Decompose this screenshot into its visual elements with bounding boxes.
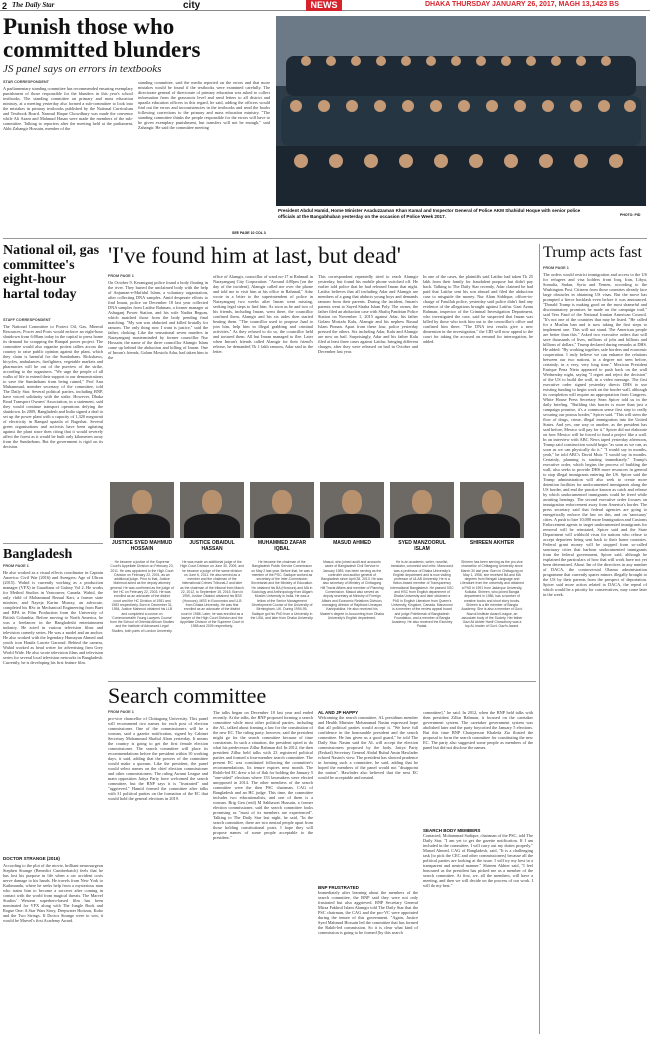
found-him-col-3: This correspondent repeatedly tried to reach Alamgir yesterday, but found his mobile phone switched off. He earlier told police that he had released Imran that night. Latifur believes that all including Adar and Alamgir are members of a gang that abducts young boys and demands ransom from their parents. During the incident, Imran's parents went to Sayed Siraba Islam Poly. The owner, the father filed an abduction case with Shafiq Pandrian Police Station on November 1, 2015 against Adar, his father Golam Mostafa Kalu, Alamgir and his nephew Rasaul Islam Pinnan. Apart from these four, police yesterday pressed the others. Six including Adar, Kalu and Alamgir are now on bail. Surprisingly, Adar and his father Kalu filed at least three cases against Latifur, bringing different charges, after they were released on bail in October and December last year. [318,274,418,354]
profile-name: JUSTICE SYED MAHMUD HOSSAIN [111,540,173,552]
search-col-3: Welcoming the search committee, AL presidium member and Health Minister Mohammad Nasim expressed hope that all political parties would accept it. "We have full confidence in the honourable president and the search committee. He has given us a good guard," he told The Daily Star. Nasim said the AL will accept the election commissioners proposed by the body. Jatiya Party (Ershad) Secretary General Abdul Ruhul Amin Hawlader echoed Nasim's view. The president has showed prudence in forming such a committee, he said, adding that he hoped the members of the panel would not "disappoint the nation". Hawlader also believed that the next EC would be acceptable and neutral. [318,715,418,780]
profile-name: SHIREEN AKHTER [469,540,515,546]
al-jp-happy-subhead: AL AND JP HAPPY [318,710,359,715]
portrait-photo [320,482,384,538]
profile-bio: He became a justice of the Supreme Court's Appellate Division on February 23, 2011. He was appointed to the High Court Division on February 22, 2001, as an additional judge. Prior to that, Justice Mahmud acted as the deputy attorney general. He was confirmed as the judge of the HC on February 22, 2003. He was enrolled as an advocate of the district court and the HC Division of 1981 and 1983 respectively. Born in December 31, 1954, Justice Mahmud obtained his LLB and completed a course on 'Commonwealth Young Lawyers Course' from the School of Oriental African Studies and the Institute of Advanced Legal Studies, both parts of London University. [110,560,174,633]
profile-bio: He is an academic, writer, novelist, translator, columnist and critic. Manzoorul was a professor of Dhaka University's English department and is now visiting professor of ULAB University. He is a fiction-based member of Transparency International Bangladesh. He passed SSC and HSC from English department of Dhaka University and later obtained a PhD in English Literature from Queen's University, Kingston, Canada. Manzoorul is a member of the review appeal board and judge Pointbreak of Bangladesh Foundation, and a member of Bangla Academy. He also received the Ekushey Padak. [390,560,454,629]
profile-card [320,482,384,672]
found-him-jump: FROM PAGE 1 [108,274,134,278]
portrait-photo [180,482,244,538]
search-body-members-subhead: SEARCH BODY MEMBERS [423,828,481,833]
search-col-3-wrap [318,710,418,1036]
news-tag: NEWS [306,0,342,11]
doctor-strange-subhead: DOCTOR STRANGE (2016) [3,856,60,861]
portrait-photo [390,482,454,538]
lead-jump[interactable]: SEE PAGE 10 COL 3 [232,231,266,235]
trump-headline: Trump acts fast [543,244,642,261]
profile-bio: He became the chairman of the Bangladesh Public Service Commission on May 2 last year. Before that, he was a member of the PSC. Sadique worked as secretary of the Inter-Commission Secretariat and the Ministry of Education. He obtained his BA (Honours) and MA in Sociology and Anthropology from Aligarh Muslim University in India. He was a fellow of the Senior Management Development Course of the University of Birmingham, UK. During 1994-95, Sadique got his PhD from a University in the USA, and later from Dhaka University. [250,560,314,620]
photo-credit: PHOTO: PID [620,213,641,217]
group-photo-illustration [276,16,646,233]
found-him-col-1: On October 9, Keraniganj police found a body floating in the river. They buried the unclaimed body with the help of Anjuman-e-Mufidul Islam, a voluntary organisation, after collecting DNA samples. Amid desperate efforts to find Imran, police on December 18 last year collected DNA samples from Latifur Rahman, a former manager at Ashuganj Power Station, and his wife Nadira Begum, which matched those from the body pending final matching. "My son was abducted and killed brutally for ransom. The only thing now I want is justice," said the father, choking. Like the sensational seven murders in Narayanganj masterminded by former councillor Nur Hossain, the name of the three councillor Alamgir Islam came up behind the abduction and killing of Imran. One of Imran's friends, Golam Mostofa Adar, had taken him to the [108,280,208,360]
bnp-frustrated-subhead: BNP FRUSTRATED [318,885,359,890]
section-label: city [183,0,201,11]
search-col-2: The talks began on December 18 last year and ended recently. At the talks, the BNP proposed forming a search committee while most other political parties, including the AL, talked about framing a law for the constitution of the new EC. The ruling party, however, said the president might go for the search committee because of time constraints. In such a situation, the president opted to do what his predecessor Zillur Rahman did. In 2012, the then president Zillur held talks with 23 registered political parties and formed a four-member search committee. The present EC was constituted following the committee's recommendations. Its tenure expires next month. The Rokib-led EC drew a lot of flak for holding the January 5 "one-sided" elections where 153 lawmakers were elected unopposed in 2014. The other members of the search committee were the then PSC chairman, CAG of Bangladesh and an HC judge. This time, the committee includes two educationalists, and one of them is a woman. Brig Gen (retd) M Sakhawat Hussain, a former election commissioner, said the search committee looks promising as "most of its members are experienced". Talking to The Daily Star last night, he said, "In the search committee, there are two neutral people apart from those holding constitutional posts. I hope they will propose names of some people acceptable to the president." [213,710,313,840]
lead-deck: JS panel says on errors in textbooks [3,63,162,75]
photo-caption: President Abdul Hamid, Home Minister Asaduzzaman Khan Kamal and Inspector General of Police AKM Shahidul Hoque with senior police officials at the Bangabhaban yesterday on the occasion of Police Week 2017. [278,208,581,219]
found-him-headline: 'I've found him at last, but dead' [108,243,401,268]
portrait-photo [460,482,524,538]
profile-name: SYED MANZOORUL ISLAM [398,540,446,552]
search-committee-headline: Search committee [108,683,267,708]
trump-jump: FROM PAGE 1 [543,266,569,270]
bangladesh-body: He also worked as a visual effects coordinator in Captain America: Civil War (2016) and Avengers: Age of Ultron (2015). Wahid is currently working as a production manager (VFX) in Guardians of Galaxy Vol 2. He works for Method Studios in Vancouver, Canada. Wahid, the only child of Mohammad Rezaul Kari, a former state minister, and Nayeja Karim Murray, an advocate, completed his BSc in Mechanical Engineering from Buet and BFA in Film Production from the University of British Columbia. Before moving to North America, he was a freelancer in the Bangladeshi entertainment industry. He acted in various television films and television comedy series. He was a model and an anchor. He also worked with the legendary Humayun Ahmed and youth icon Hanifa Lawrie Garroud. Behind the camera, Wahid worked as head writer for advertising firm Grey World Wide. He also wrote television films and television series for several local television networks in Bangladesh. Currently, he is developing his first feature film. [3,570,103,665]
profile-card [250,482,314,672]
profile-card [390,482,454,672]
profile-card [460,482,524,672]
dateline: DHAKA THURSDAY JANUARY 26, 2017, MAGH 13,1423 BS [425,1,619,8]
divider [3,238,647,239]
divider [108,681,536,682]
profile-card [110,482,174,672]
police-week-photo [276,16,646,233]
search-committee-jump: FROM PAGE 1 [108,710,134,714]
profile-card [180,482,244,672]
page-header [0,0,650,11]
profile-bio: Shireen has been serving as the pro-vice chancellor of Chittagong University since March 30 last year. Born in Chittagong on May 1, 1956, she received BA and MA degrees from Bengali Language and Literature from the university and obtained a PhD in 1991 from Jadavpur University, Kolkata. Shireen, who joined Bangla department in 1986, has a number of creative books and short story books. Shireen is a life member of Bangla Academy. She is also a member of Govt. Nazrul Institute Award League, an associate body of the Society. Her father Gazi Ali Akhter Hanif Chowdhury was a top AL leader of Govt. Gazi's Award. [460,560,524,629]
search-col-1: pro-vice chancellor of Chittagong University. This panel will recommend two names for each post of election commissioner. One of the commissioners will be a woman, said a gazette notification, signed by Cabinet Secretary Mohammad Shafiul Alam yesterday. It means the country is going to get the first female election commissioner. The search committee will place its recommendations before the president within 10 working days, it said, adding that the powers of the committee would make a quorum. Like the president, the panel would select names on the chief election commissioner and other commissioners. The ruling Awami League and main opposition Jatiya Party have welcomed the search committee, but the BNP says it is "frustrated" and "aggrieved." Hamid formed the committee after talks with 31 political parties on the formation of the EC that would hold the general elections in 2019. [108,716,208,801]
profile-bio: Masud, who joined audit and accounts cadre of Bangladesh Civil Service in January 1985, has been serving as the controller and auditor general of Bangladesh since April 28, 2013. He was also secretary of Ministry of Chittagong Hill Tracts Affairs and member of Planning Commission. Masud also served as deputy secretary at Ministry of Foreign Affairs and Economic Relations Division, managing director of Rajdhani Unnayan Kartripakkha. He also received his Master's degree in Accounting from Dhaka University's English department. [320,560,384,620]
profile-bio: He was made an additional judge of the High Court Division on June 30, 2009, and he became a judge of the same division on June 6, 2011. He also served as a member and the chairman of the International Crimes Tribunal-2 and later as the chairman of the tribunal from March 22, 2012, to September 15, 2015. Born in 1959, Justice Obaidul obtained his BSS (Honours), MSS in Economics and LLB from Dhaka University. He was first enrolled as an advocate of the district court in 1986. Later, he was enrolled as a lawyer of the High Court Division and the Appellate Division of the Supreme Court in 1988 and 2005 respectively. [180,560,244,629]
lead-byline: STAR CORRESPONDENT [3,80,49,84]
gas-headline: National oil, gas committee's eight-hour hartal today [3,243,100,302]
bangladesh-headline: Bangladesh [3,547,73,562]
found-him-col-2: office of Alamgir, councillor of ward no-17 at Rahmatl in Narayanganj City Corporation. "Around 4:00pm [on the day of the incident], Alamgir called me over the phone and told me to visit him at his office in Rahmatl," Adar wrote in a letter to the superintendent of police in Narayanganj two weeks after Imran went missing, seeking legal steps to find him. As soon as he and two of his friends, including Imran, went there, the councillor confined them, Alamgir and his six aides then started beating them. "The councillor used to propose Jaad to join him, help him in illegal grabbing and criminal activities." As they refused to do so, the councillor held and tortured them. All but Imran managed to flee. Later when Imran's friends called Alamgir for their friend's release, he demanded Tk 1 lakh ransom, Adar said in the letter. [213,274,313,354]
portrait-photo [250,482,314,538]
profile-name: JUSTICE OBAIDUL HASSAN [189,540,235,552]
lead-column-2: standing committee, said the media reported on the errors and that more mistakes would be found if the textbooks were examined carefully. The directorate general of directorate of primary education was asked to collect information from the grassroots level and send letters to all district and upazila education officers in this regard, he said, adding the officers would find out the errors and inconsistencies in the textbooks and send the books following corrections to the primary and mass education ministry. "The standing committee thinks the people responsible for the errors will have to be given exemplary punishment, but transfers will not be enough," said Zahangir. He said the committee meeting [138,80,270,130]
divider [3,543,103,544]
search-col-3b: Immediately after learning about the members of the search committee, the BNP said they were not only frustrated but also aggrieved. BNP Secretary General Mirza Fakhrul Islam Alamgir told The Daily Star that the PSC chairman, the CAG and the pro-VC were appointed during the tenure of this government. "Again, Justice Syed Mahmud Hossain led the committee that has formed the Rakib-led commission. So it is clear what kind of commission is going to be formed [by this search [318,890,418,935]
masthead-logo: The Daily Star [12,1,55,9]
lead-headline: Punish those who committed blunders [3,14,201,62]
gas-body: The National Committee to Protect Oil, Gas, Mineral Resources, Power and Ports would enforce an eight-hour shutdown from 6:00am today in the capital to press home its demand for scrapping the Rampal power project. The committee would also organise protest rallies across the country to raise public opinion against the plant, which they claim is harmful for the Sundarbans. Rickshaws, bicycles, ambulances, firefighters, vegetable markets and pharmacies will be out of the purview of the strike, according to the organisers. "We urge the people of all walks of life to extend their support to our demonstrations to save the Sundarbans from being ruined," Prof Anu Muhammad, member secretary of the committee, told The Daily Star. Several political parties, including BNP, have voiced solidarity with the strike. However, Dhaka Road Transport Owners' Association, in a statement, said they would continue transport operations defying the shutdown. In 2009, Bangladesh and India signed a deal to set up the power plant with a capacity of 1,320 megawatt of electricity in Rampal upazila of Bagerhat. Several green organisations and activists have been agitating against the plant since then citing that it would severely affect the forest as it would be built only kilometres away from the Sundarbans. But the government is rigid on its decision. [3,324,103,449]
profile-name: MASUD AHMED [333,540,371,546]
portrait-photo [110,482,174,538]
page-number: 2 [2,1,8,11]
lead-column-1: A parliamentary standing committee has recommended ensuring exemplary punishment of those responsible for the blunders in this year's school textbooks. The standing committee on primary and mass education ministry, at a meeting yesterday also formed a sub-committee to look into the mistakes in primary textbooks published by the National Curriculum and Textbook Board. Nazmul Haque Chowdhury was made the convenor while Ali Azam and Mahmud Hasan were made the members of the sub-committee. Talking to reporters after the meeting held at the parliament, Akhi Zahangir Hossain, member of the [3,86,133,131]
found-him-col-4: In one of the cases, the plaintiffs said Latifur had taken Tk 25 lakh from their family for fraudulent purpose but didn't pay back. Talking to The Daily Star recently, Adar claimed he had paid that Latifur sent his son abroad and filed the abduction case to misguide the money. Nur Alam Siddique, officer-in-charge of Fatullah police, yesterday said police didn't find any evidence of the allegations brought against Latifur. Gazi Azam Rahman, inspector of the Criminal Investigation Department, who investigated the case, said he suspected that Imran was killed by those who took him out to the councillor's office and confined him there. "The DNA test results give a new dimension in the investigation," the CID will now appeal to the court for taking the accused on remand for interrogation, he added. [423,274,533,344]
profile-name: MUHAMMED ZAFAR IQBAL [257,540,307,552]
trump-body: The orders would restrict immigration and access to the US for refugees and visa holders from Iraq, Iran, Libya, Somalia, Sudan, Syria and Yemen, according to the Washington Post. Citizens from those countries already face large obstacles in obtaining US visas. But the move has prompted a fierce backlash even before it was announced. "Donald Trump is making good on the most shameful and discriminatory promises he made on the campaign trail," said Tess Fand of the National Iranian American Council. "It's not one of the countries that may be listed. "He called for a Muslim ban and is now taking the first steps to implement one. This will not stand. The American people are better than this." Asked two executive orders that will save thousands of lives, millions of jobs and billions and billions of dollars," Trump declared during remarks at DHS. He added: "By working together, safe borders and economic cooperation. I truly believe we can enhance the relations between our two nations, to a degree not seen before, certainly, in a very, very long time." Mexican President Enrique Pena Nieto appeared to push back on the wall Wednesday night, saying "I regret and reject the decision" of the US to build the wall, in a video message. The first executive order signed yesterday directs DHS to use existing funding to begin work on the border wall, although its completion will require an appropriation from Congress. White House Press Secretary Sean Spicer told us in the daily briefing. "Building this barrier is more than just a campaign promise, it's a common sense first step to really securing our porous border," Spicer said. "This will stem the flow of drugs, crime, illegal immigration into the United States. And yes, one way or another, as the president has said before, Mexico will pay for it." Spicer did not elaborate on how Mexico will be forced to fund a project like a wall. In an interview with ABC News taped yesterday afternoon, Trump said construction would begin "as soon as we can, as soon as we can physically do it." "I would say in months, yeah," he told ABC's David Muir. "I would say in months. Certainly, planning is starting immediately." Trump's executive order, which begins the process of building the wall, also seeks to provide DHS more resources in general to stop illegal immigrants entering the US. Spicer said the Trump administration will also seek to create more detention facilities for undocumented immigrants along the US border, and end the practice known as catch and release by which undocumented immigrants could be freed while awaiting hearings. The second executive order focuses on immigration enforcement away from America's border. The press secretary said that federal agencies are going to energetically enforce the law on this, and on 'sanctuary' cities. A push to hire 10,000 more Immigration and Customs Enforcement agents to target undocumented immigrants for removal will be reinstated, Spicer said and the State Department will withhold visas for nations who refuse to accept deportees being sent back to their home countries. Federal grant money will be stopped from so-called sanctuary cities that harbour undocumented immigrants from the federal government, Spicer said, although he explained the particulars of how that will work have not yet been determined. About 3m of the directives in any number of DACA, the controversial Obama administration programme that currently spares minors illegally brought to the US by their parents from the prospect of deportation. Spicer said more action related to DACA, the repeal of which would be a priority for conservatives, may come later in the week. [543,272,647,597]
gas-byline: STAFF CORRESPONDENT [3,318,51,322]
search-col-4: committee]," he said. In 2012, when the BNP held talks with then president Zillur Rahman, it focused on the caretaker government system. The caretaker government system was abolished later and the party boycotted the January 5 elections. But this time BNP Chairperson Khaleda Zia floated the proposal to form the search committee for constituting the new EC. The party also suggested some people as members of the panel but did not disclose the names. [423,710,533,750]
search-col-4b: Contacted, Mohammad Sadique, chairman of the PSC, told The Daily Star, "I am yet to get the gazette notification. If I am included in the committee, I will carry out my duties properly." Masud Ahmed, CAG of Bangladesh, said, "It is a challenging task [to pick the CEC and other commissioners] because all the political parties are looking at the issue. I will try my best in a transparent and neutral manner." Shireen Akhter said, "I feel honoured as the president has picked me as a member of the search committee. At first, we, all the members, will have a meeting, and then we will decide on the process of our work. I will do my best." [423,833,533,888]
search-col-4-wrap [423,710,533,1036]
bangladesh-jump: FROM PAGE 1 [3,564,29,568]
bangladesh-body-2: According to the plot of the movie, brilliant neurosurgeon Stephen Strange (Benedict Cumberbatch) feels that he has lost his purpose in life when a car accident costs nerve damage to his hands. He travels from New York to Kathmandu, where he seeks help from a mysterious man who trains him to become a sorcerer after coming in contact with the world from magical threats. The Marvel Studios' Western superhero-based film has been nominated for VFX along with The Jungle Book and Rogue One: A Star Wars Story, Deepwater Horizon, Kubo and the Two Strings. If Doctor Strange were to win, it would be Marvel's first Academy Award. [3,863,103,923]
column-rule [539,244,540,1034]
